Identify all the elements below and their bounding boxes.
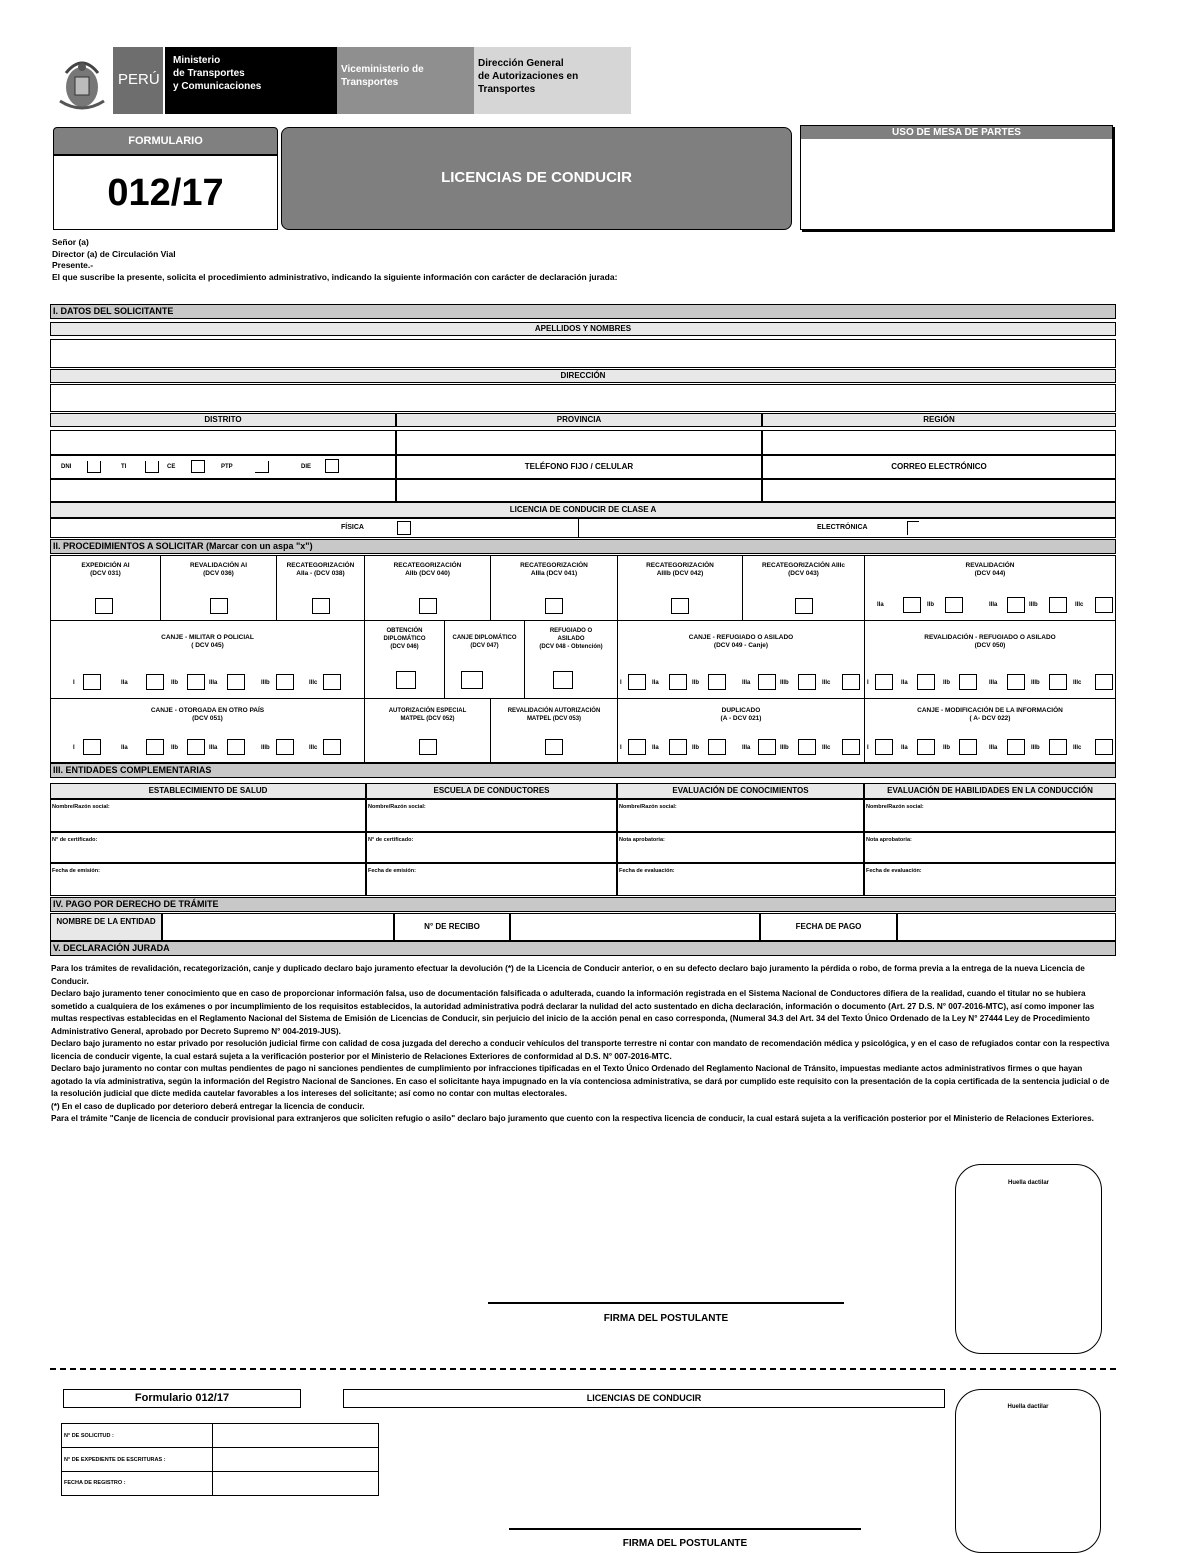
duplicado-label-i: I	[620, 745, 622, 751]
refugiado-iia-checkbox[interactable]	[669, 674, 687, 690]
otro-pais-iib-checkbox[interactable]	[187, 739, 205, 755]
revalidacion-ai-checkbox[interactable]	[210, 598, 228, 614]
reval-ref-label-i: I	[867, 680, 869, 686]
duplicado-i-checkbox[interactable]	[628, 739, 646, 755]
reval-iib-checkbox[interactable]	[945, 597, 963, 613]
section-4-title: IV. PAGO POR DERECHO DE TRÁMITE	[50, 897, 1116, 912]
recat-aiiic-checkbox[interactable]	[795, 598, 813, 614]
proc-recat-aiiia: RECATEGORIZACIÓN AIIIa (DCV 041)	[491, 556, 618, 620]
entidad-label: NOMBRE DE LA ENTIDAD	[50, 913, 162, 941]
obtencion-diplomatico-checkbox[interactable]	[396, 671, 416, 689]
fisica-checkbox[interactable]	[397, 521, 411, 535]
ministry-line-2: de Transportes	[173, 68, 245, 79]
modif-label-i: I	[867, 745, 869, 751]
reval-ref-iiic-checkbox[interactable]	[1095, 674, 1113, 690]
proc-revalidacion: REVALIDACIÓN (DCV 044) IIa IIb IIIa IIIb IIIc	[865, 556, 1115, 620]
refugiado-obtencion-checkbox[interactable]	[553, 671, 573, 689]
electronica-label: ELECTRÓNICA	[817, 524, 868, 531]
proc-autorizacion-matpel: AUTORIZACIÓN ESPECIAL MATPEL (DCV 052)	[365, 699, 491, 762]
huella-box[interactable]	[955, 1164, 1102, 1354]
doc-type-ce: CE	[167, 464, 176, 470]
otro-pais-label-i: I	[73, 745, 75, 751]
reval-label-iib: IIb	[927, 602, 934, 608]
refugiado-label-i: I	[620, 680, 622, 686]
habilidades-fecha-field[interactable]: Fecha de evaluación:	[864, 863, 1116, 896]
stub-divider-2	[212, 1448, 213, 1472]
reval-ref-iia-checkbox[interactable]	[917, 674, 935, 690]
reval-label-iiic: IIIc	[1075, 602, 1084, 608]
militar-iiic-checkbox[interactable]	[323, 674, 341, 690]
viceministry-line-2: Transportes	[341, 77, 399, 88]
distrito-field[interactable]	[50, 430, 396, 455]
duplicado-label-iiia: IIIa	[742, 745, 751, 751]
canje-diplomatico-checkbox[interactable]	[461, 671, 483, 689]
proc-refugiado-obtencion: REFUGIADO O ASILADO (DCV 048 - Obtención)	[525, 621, 618, 698]
mesa-partes-box	[800, 125, 1113, 230]
salud-certificado-field[interactable]: N° de certificado:	[50, 832, 366, 863]
declaracion-p3: Declaro bajo juramento no estar privado por resolución judicial firme con calidad de cosa juzgada del derecho a conducir vehículos del transporte terrestre ni contar con mandato de recomendación médica y psicológica, y en el caso de refugiados contar con la respectiva licencia de conducir vigente, la cual estará sujeta a la verificación posterior por el Ministerio de Relaciones Exteriores de conformidad al D.S. N° 007-2016-MTC.	[51, 1039, 1110, 1061]
modif-iiib-checkbox[interactable]	[1049, 739, 1067, 755]
modif-label-iia: IIa	[901, 745, 908, 751]
stub-row-1-label: N° DE SOLICITUD :	[64, 1433, 114, 1439]
reval-ref-iiib-checkbox[interactable]	[1049, 674, 1067, 690]
form-title: LICENCIAS DE CONDUCIR	[441, 169, 632, 186]
refugiado-i-checkbox[interactable]	[628, 674, 646, 690]
direction-line-1: Dirección General	[478, 58, 564, 69]
proc-canje-modificacion: CANJE - MODIFICACIÓN DE LA INFORMACIÓN ( A- DCV 022) I IIa IIb IIIa IIIb IIIc	[865, 699, 1115, 762]
reval-ref-i-checkbox[interactable]	[875, 674, 893, 690]
form-number: 012/17	[107, 172, 224, 214]
reval-ref-label-iiic: IIIc	[1073, 680, 1082, 686]
proc-canje-militar: CANJE - MILITAR O POLICIAL ( DCV 045) I IIa IIb IIIa IIIb IIIc	[51, 621, 365, 698]
form-label-box	[53, 127, 278, 155]
telefono-field[interactable]	[396, 479, 762, 502]
peru-badge	[113, 47, 163, 114]
stub-huella-box[interactable]	[955, 1389, 1101, 1553]
modif-iib-checkbox[interactable]	[959, 739, 977, 755]
proc-canje-otro-pais: CANJE - OTORGADA EN OTRO PAÍS (DCV 051) I IIa IIb IIIa IIIb IIIc	[51, 699, 365, 762]
refugiado-label-iia: IIa	[652, 680, 659, 686]
proc-recat-aiiic: RECATEGORIZACIÓN AIIIc (DCV 043)	[743, 556, 865, 620]
procedures-row-2	[50, 621, 1116, 699]
refugiado-iiic-checkbox[interactable]	[842, 674, 860, 690]
refugiado-label-iib: IIb	[692, 680, 699, 686]
direccion-field[interactable]	[50, 384, 1116, 412]
otro-pais-iiic-checkbox[interactable]	[323, 739, 341, 755]
proc-canje-diplomatico: CANJE DIPLOMÁTICO (DCV 047)	[445, 621, 525, 698]
militar-label-iiic: IIIc	[309, 680, 318, 686]
form-title-box	[281, 127, 792, 230]
provincia-field[interactable]	[396, 430, 762, 455]
direction-line-3: Transportes	[478, 84, 536, 95]
viceministry-block	[337, 47, 474, 114]
duplicado-label-iiic: IIIc	[822, 745, 831, 751]
duplicado-iia-checkbox[interactable]	[669, 739, 687, 755]
stub-firma-line	[509, 1528, 861, 1530]
otro-pais-iiia-checkbox[interactable]	[227, 739, 245, 755]
ministry-line-1: Ministerio	[173, 55, 221, 66]
militar-iib-checkbox[interactable]	[187, 674, 205, 690]
reval-iiic-checkbox[interactable]	[1095, 597, 1113, 613]
proc-revalidacion-refugiado: REVALIDACIÓN - REFUGIADO O ASILADO (DCV 050) I IIa IIb IIIa IIIb IIIc	[865, 621, 1115, 698]
stub-form-label: Formulario 012/17	[63, 1389, 301, 1408]
escuela-nombre-field[interactable]: Nombre/Razón social:	[366, 799, 617, 832]
declaracion-p2: Declaro bajo juramento tener conocimiento que en caso de proporcionar información falsa, uso de documentación falsificada o adulterada, cuando la información registrada en el Sistema Nacional de Conductores difiera de la realidad, cuando el titular no se hubiera sometido a cualquiera de los exámenes o por incumplimiento de los requisitos establecidos, la autoridad administrativa podrá declarar la nulidad del acto sustentado en dicha declaración, información o documento (Art. 27 D.S. N° 007-2016-MTC), así como imponer las multas respectivas establecidas en el Reglamento Nacional del Sistema de Emisión de Licencias de Conducir, sin perjuicio del inicio de la acción penal en caso corresponda, (Numeral 34.3 del Art. 34 del Texto Único Ordenado de la Ley N° 27444 Ley de Procedimiento Administrativo General, aprobado por Decreto Supremo N° 004-2019-JUS).	[51, 989, 1095, 1036]
entidad-field[interactable]	[162, 913, 394, 941]
telefono-header: TELÉFONO FIJO / CELULAR	[396, 455, 762, 479]
militar-iiib-checkbox[interactable]	[276, 674, 294, 690]
reval-label-iiib: IIIb	[1029, 602, 1038, 608]
salud-nombre-field[interactable]: Nombre/Razón social:	[50, 799, 366, 832]
stub-title: LICENCIAS DE CONDUCIR	[343, 1389, 945, 1408]
header-logos	[55, 47, 631, 115]
reval-ref-iiia-checkbox[interactable]	[1007, 674, 1025, 690]
recat-aiib-checkbox[interactable]	[419, 598, 437, 614]
declaracion-p5: (*) En el caso de duplicado por deterioro deberá entregar la licencia de conducir.	[51, 1101, 365, 1111]
habilidades-nota-field[interactable]: Nota aprobatoria:	[864, 832, 1116, 863]
stub-firma-label: FIRMA DEL POSTULANTE	[622, 1538, 748, 1549]
militar-label-iib: IIb	[171, 680, 178, 686]
ce-checkbox[interactable]	[191, 460, 205, 473]
license-format-row	[50, 518, 1116, 538]
duplicado-label-iia: IIa	[652, 745, 659, 751]
doc-type-die: DIE	[301, 464, 312, 470]
proc-recat-aiiib: RECATEGORIZACIÓN AIIIb (DCV 042)	[618, 556, 743, 620]
distrito-header: DISTRITO	[50, 413, 396, 427]
section-2-title: II. PROCEDIMIENTOS A SOLICITAR (Marcar con un aspa "x")	[50, 539, 1116, 554]
reval-label-iia: IIa	[877, 602, 884, 608]
otro-pais-label-iiib: IIIb	[261, 745, 270, 751]
country-label: PERÚ	[118, 71, 160, 88]
fisica-label: FÍSICA	[341, 524, 364, 531]
reval-iia-checkbox[interactable]	[903, 597, 921, 613]
militar-label-iiib: IIIb	[261, 680, 270, 686]
otro-pais-label-iiic: IIIc	[309, 745, 318, 751]
document-number-field[interactable]	[50, 479, 396, 502]
direction-block	[474, 47, 631, 114]
correo-header: CORREO ELECTRÓNICO	[762, 455, 1116, 479]
proc-revalidacion-matpel: REVALIDACIÓN AUTORIZACIÓN MATPEL (DCV 053)	[491, 699, 618, 762]
region-field[interactable]	[762, 430, 1116, 455]
stub-divider-1	[212, 1424, 213, 1448]
proc-canje-refugiado: CANJE - REFUGIADO O ASILADO (DCV 049 - Canje) I IIa IIb IIIa IIIb IIIc	[618, 621, 865, 698]
habilidades-header: EVALUACIÓN DE HABILIDADES EN LA CONDUCCIÓN	[864, 783, 1116, 799]
militar-i-checkbox[interactable]	[83, 674, 101, 690]
refugiado-iib-checkbox[interactable]	[708, 674, 726, 690]
fecha-pago-label: FECHA DE PAGO	[760, 913, 897, 941]
proc-recat-aiib: RECATEGORIZACIÓN AIIb (DCV 040)	[365, 556, 491, 620]
licencia-clase-header: LICENCIA DE CONDUCIR DE CLASE A	[50, 502, 1116, 518]
greeting-line-4: El que suscribe la presente, solicita el procedimiento administrativo, indicando la siguiente información con carácter de declaración jurada:	[52, 271, 618, 282]
duplicado-iib-checkbox[interactable]	[708, 739, 726, 755]
duplicado-label-iib: IIb	[692, 745, 699, 751]
fecha-pago-field[interactable]	[897, 913, 1116, 941]
reval-ref-iib-checkbox[interactable]	[959, 674, 977, 690]
proc-duplicado: DUPLICADO (A - DCV 021) I IIa IIb IIIa IIIb IIIc	[618, 699, 865, 762]
reval-ref-label-iiia: IIIa	[989, 680, 998, 686]
declaracion-p6: Para el trámite "Canje de licencia de conducir provisional para extranjeros que soliciten refugio o asilo" declaro bajo juramento que cuento con la respectiva licencia de conducir, la cual estará sujeta a la verificación posterior por el Ministerio de Relaciones Exteriores.	[51, 1114, 1094, 1123]
proc-revalidacion-ai: REVALIDACIÓN AI (DCV 036)	[161, 556, 277, 620]
refugiado-label-iiib: IIIb	[780, 680, 789, 686]
form-number-box	[53, 155, 278, 230]
modif-iiia-checkbox[interactable]	[1007, 739, 1025, 755]
refugiado-iiia-checkbox[interactable]	[758, 674, 776, 690]
modif-i-checkbox[interactable]	[875, 739, 893, 755]
proc-obtencion-diplomatico: OBTENCIÓN DIPLOMÁTICO (DCV 046)	[365, 621, 445, 698]
section-5-title: V. DECLARACIÓN JURADA	[50, 941, 1116, 956]
reval-ref-label-iia: IIa	[901, 680, 908, 686]
reval-ref-label-iib: IIb	[943, 680, 950, 686]
form-label: FORMULARIO	[128, 135, 203, 147]
escuela-certificado-field[interactable]: N° de certificado:	[366, 832, 617, 863]
apellidos-header: APELLIDOS Y NOMBRES	[50, 322, 1116, 336]
militar-label-iiia: IIIa	[209, 680, 218, 686]
otro-pais-label-iia: IIa	[121, 745, 128, 751]
direction-line-2: de Autorizaciones en	[478, 71, 579, 82]
recat-aiiib-checkbox[interactable]	[671, 598, 689, 614]
refugiado-iiib-checkbox[interactable]	[798, 674, 816, 690]
region-header: REGIÓN	[762, 413, 1116, 427]
escuela-header: ESCUELA DE CONDUCTORES	[366, 783, 617, 799]
duplicado-iiib-checkbox[interactable]	[798, 739, 816, 755]
conocimientos-fecha-field[interactable]: Fecha de evaluación:	[617, 863, 864, 896]
dni-checkbox[interactable]	[87, 461, 101, 473]
recibo-field[interactable]	[510, 913, 760, 941]
militar-iia-checkbox[interactable]	[146, 674, 164, 690]
section-3-title: III. ENTIDADES COMPLEMENTARIAS	[50, 763, 1116, 778]
otro-pais-label-iib: IIb	[171, 745, 178, 751]
stub-table	[61, 1423, 379, 1496]
recibo-label: N° DE RECIBO	[394, 913, 510, 941]
proc-recat-aiia: RECATEGORIZACIÓN AIIa - (DCV 038)	[277, 556, 365, 620]
greeting-line-3: Presente.-	[52, 260, 94, 270]
apellidos-field[interactable]	[50, 339, 1116, 368]
militar-label-i: I	[73, 680, 75, 686]
otro-pais-i-checkbox[interactable]	[83, 739, 101, 755]
modif-label-iib: IIb	[943, 745, 950, 751]
refugiado-label-iiic: IIIc	[822, 680, 831, 686]
duplicado-label-iiib: IIIb	[780, 745, 789, 751]
conocimientos-header: EVALUACIÓN DE CONOCIMIENTOS	[617, 783, 864, 799]
doc-type-ptp: PTP	[221, 464, 233, 470]
stub-row-2-label: N° DE EXPEDIENTE DE ESCRITURAS :	[64, 1457, 166, 1463]
modif-iia-checkbox[interactable]	[917, 739, 935, 755]
proc-expedicion-ai: EXPEDICIÓN AI (DCV 031)	[51, 556, 161, 620]
salud-header: ESTABLECIMIENTO DE SALUD	[50, 783, 366, 799]
recat-aiiia-checkbox[interactable]	[545, 598, 563, 614]
refugiado-label-iiia: IIIa	[742, 680, 751, 686]
declaracion-p4: Declaro bajo juramento no contar con multas pendientes de pago ni sanciones pendientes de cumplimiento por infracciones tipificadas en el Texto Único Ordenado del Reglamento Nacional de Tránsito, impuestas mediante actos administrativos firmes o que hayan agotado la vía administrativa, según la información del Registro Nacional de Sanciones. En caso el solicitante haya impugnado en la vía contenciosa administrativa, se dará por cumplido este requisito con la presentación de la copia certificada de la sentencia judicial o de la resolución judicial que dicte medida cautelar favorables a los intereses del solicitante; así como no contar con multas electorales.	[51, 1064, 1110, 1098]
modif-label-iiic: IIIc	[1073, 745, 1082, 751]
ministry-block	[165, 47, 337, 114]
otro-pais-iia-checkbox[interactable]	[146, 739, 164, 755]
militar-label-iia: IIa	[121, 680, 128, 686]
declaracion-p1: Para los trámites de revalidación, recategorización, canje y duplicado declaro bajo juramento efectuar la devolución (*) de la Licencia de Conducir anterior, o en su defecto declaro bajo juramento la pérdida o robo, de forma previa a la entrega de la nueva Licencia de Conducir.	[51, 964, 1085, 986]
conocimientos-nombre-field[interactable]: Nombre/Razón social:	[617, 799, 864, 832]
reval-ref-label-iiib: IIIb	[1031, 680, 1040, 686]
ministry-line-3: y Comunicaciones	[173, 81, 262, 92]
stub-row-3-label: FECHA DE REGISTRO :	[64, 1480, 126, 1486]
viceministry-line-1: Viceministerio de	[341, 64, 424, 75]
correo-field[interactable]	[762, 479, 1116, 502]
firma-line	[488, 1302, 844, 1304]
modif-label-iiia: IIIa	[989, 745, 998, 751]
militar-iiia-checkbox[interactable]	[227, 674, 245, 690]
section-1-title: I. DATOS DEL SOLICITANTE	[50, 304, 1116, 319]
otro-pais-label-iiia: IIIa	[209, 745, 218, 751]
doc-type-dni: DNI	[61, 464, 72, 470]
duplicado-iiia-checkbox[interactable]	[758, 739, 776, 755]
greeting-line-1: Señor (a)	[52, 237, 89, 247]
cut-line	[50, 1368, 1116, 1370]
modif-iiic-checkbox[interactable]	[1095, 739, 1113, 755]
revalidacion-matpel-checkbox[interactable]	[545, 739, 563, 755]
huella-label: Huella dactilar	[1007, 1180, 1049, 1186]
expedicion-ai-checkbox[interactable]	[95, 598, 113, 614]
otro-pais-iiib-checkbox[interactable]	[276, 739, 294, 755]
mesa-partes-label: USO DE MESA DE PARTES	[801, 126, 1112, 139]
doc-type-ti: TI	[121, 464, 127, 470]
modif-label-iiib: IIIb	[1031, 745, 1040, 751]
reval-label-iiia: IIIa	[989, 602, 998, 608]
electronica-checkbox[interactable]	[907, 521, 919, 535]
coat-of-arms-icon	[55, 49, 109, 113]
stub-divider-3	[212, 1472, 213, 1495]
escuela-fecha-field[interactable]: Fecha de emisión:	[366, 863, 617, 896]
procedures-row-1	[50, 555, 1116, 621]
greeting	[52, 237, 617, 283]
procedures-row-3	[50, 699, 1116, 763]
recat-aiia-checkbox[interactable]	[312, 598, 330, 614]
salud-fecha-field[interactable]: Fecha de emisión:	[50, 863, 366, 896]
ti-checkbox[interactable]	[145, 461, 159, 473]
reval-iiib-checkbox[interactable]	[1049, 597, 1067, 613]
direccion-header: DIRECCIÓN	[50, 369, 1116, 383]
die-checkbox[interactable]	[325, 459, 339, 473]
reval-iiia-checkbox[interactable]	[1007, 597, 1025, 613]
duplicado-iiic-checkbox[interactable]	[842, 739, 860, 755]
provincia-header: PROVINCIA	[396, 413, 762, 427]
autorizacion-matpel-checkbox[interactable]	[419, 739, 437, 755]
conocimientos-nota-field[interactable]: Nota aprobatoria:	[617, 832, 864, 863]
stub-huella-label: Huella dactilar	[1007, 1404, 1049, 1410]
habilidades-nombre-field[interactable]: Nombre/Razón social:	[864, 799, 1116, 832]
firma-label: FIRMA DEL POSTULANTE	[603, 1313, 729, 1324]
doc-type-row	[50, 455, 396, 479]
greeting-line-2: Director (a) de Circulación Vial	[52, 248, 176, 259]
ptp-checkbox[interactable]	[255, 461, 269, 473]
declaracion-text	[51, 963, 1115, 1126]
license-divider	[578, 519, 579, 538]
